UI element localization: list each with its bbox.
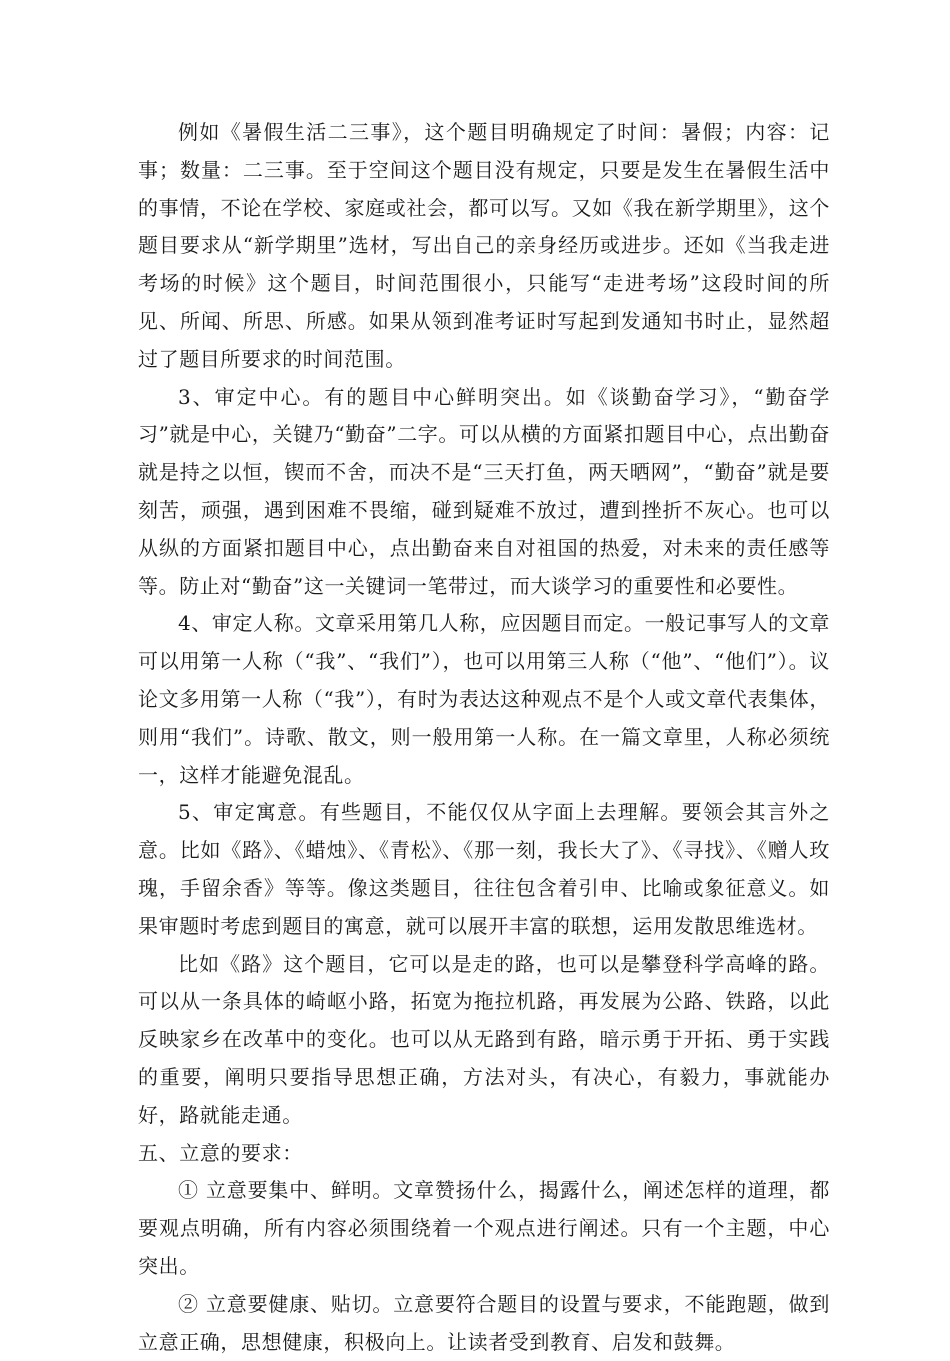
document-body bbox=[138, 114, 830, 1361]
paragraph-example-topics: 例如《暑假生活二三事》，这个题目明确规定了时间：暑假；内容：记事；数量：二三事。至于空间这个题目没有规定，只要是发生在暑假生活中的事情，不论在学校、家庭或社会，都可以写。又如《我在新学期里》，这个题目要求从“新学期里”选材，写出自己的亲身经历或进步。还如《当我走进考场的时候》这个题目，时间范围很小，只能写“走进考场”这段时间的所见、所闻、所思、所感。如果从领到准考证时写起到发通知书时止，显然超过了题目所要求的时间范围。 bbox=[138, 120, 830, 371]
paragraph-determine-implication: 5、审定寓意。有些题目，不能仅仅从字面上去理解。要领会其言外之意。比如《路》、《蜡烛》、《青松》、《那一刻，我长大了》、《寻找》、《赠人玫瑰，手留余香》等等。像这类题目，往往包含着引申、比喻或象征意义。如果审题时考虑到题目的寓意，就可以展开丰富的联想，运用发散思维选材。 bbox=[138, 800, 830, 938]
paragraph-road-example: 比如《路》这个题目，它可以是走的路，也可以是攀登科学高峰的路。可以从一条具体的崎岖小路，拓宽为拖拉机路，再发展为公路、铁路，以此反映家乡在改革中的变化。也可以从无路到有路，暗示勇于开拓、勇于实践的重要，阐明只要指导思想正确，方法对头，有决心，有毅力，事就能办好，路就能走通。 bbox=[138, 951, 830, 1127]
paragraph-intent-focused: ① 立意要集中、鲜明。文章赞扬什么，揭露什么，阐述怎样的道理，都要观点明确，所有内容必须围绕着一个观点进行阐述。只有一个主题，中心突出。 bbox=[138, 1178, 830, 1278]
paragraph-intent-healthy: ② 立意要健康、贴切。立意要符合题目的设置与要求，不能跑题，做到立意正确，思想健康，积极向上。让读者受到教育、启发和鼓舞。 bbox=[138, 1291, 830, 1354]
section-heading-intent-requirements: 五、立意的要求： bbox=[138, 1140, 303, 1165]
paragraph-determine-person: 4、审定人称。文章采用第几人称，应因题目而定。一般记事写人的文章可以用第一人称（“我”、“我们”），也可以用第三人称（“他”、“他们”）。议论文多用第一人称（“我”），有时为表达这种观点不是个人或文章代表集体，则用“我们”。诗歌、散文，则一般用第一人称。在一篇文章里，人称必须统一，这样才能避免混乱。 bbox=[138, 611, 830, 787]
paragraph-determine-center: 3、审定中心。有的题目中心鲜明突出。如《谈勤奋学习》，“勤奋学习”就是中心，关键乃“勤奋”二字。可以从横的方面紧扣题目中心，点出勤奋就是持之以恒，锲而不舍，而决不是“三天打鱼，两天晒网”，“勤奋”就是要刻苦，顽强，遇到困难不畏缩，碰到疑难不放过，遭到挫折不灰心。也可以从纵的方面紧扣题目中心，点出勤奋来自对祖国的热爱，对未来的责任感等等。防止对“勤奋”这一关键词一笔带过，而大谈学习的重要性和必要性。 bbox=[138, 384, 830, 598]
